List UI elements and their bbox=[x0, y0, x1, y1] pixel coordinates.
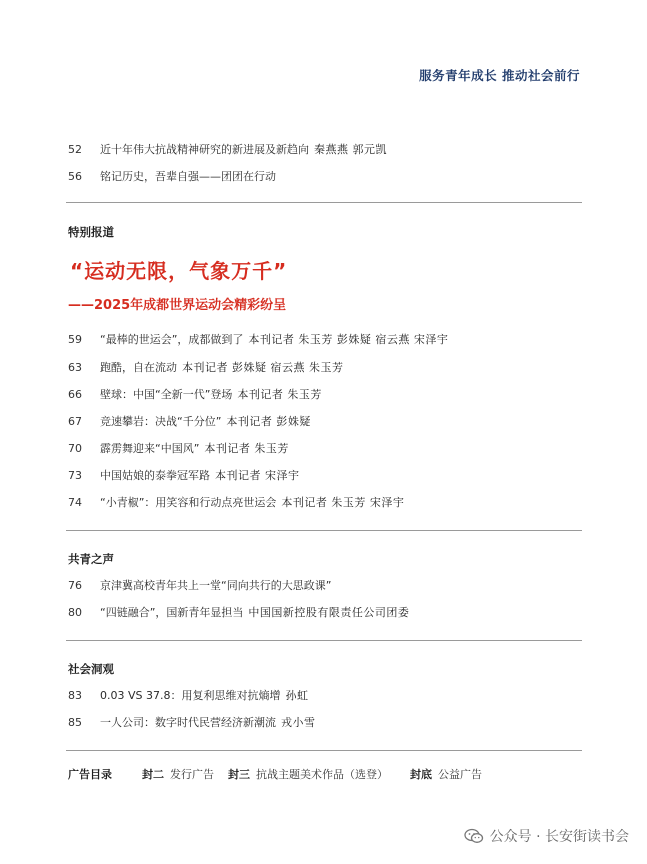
toc-entry[interactable] bbox=[68, 143, 387, 157]
entry-title: 京津冀高校青年共上一堂“同向共行的大思政课” bbox=[100, 579, 332, 592]
section-divider bbox=[66, 640, 582, 641]
toc-entry[interactable] bbox=[68, 333, 448, 347]
toc-entry[interactable] bbox=[68, 606, 409, 620]
entry-title: 中国姑娘的泰拳冠军路 bbox=[100, 469, 210, 482]
ad-index bbox=[68, 766, 496, 782]
entry-author: 本刊记者 彭姝疑 bbox=[226, 415, 311, 428]
toc-entry[interactable] bbox=[68, 469, 300, 483]
ad-key: 封底 bbox=[410, 768, 432, 781]
toc-entry[interactable] bbox=[68, 415, 311, 429]
entry-title: “四链融合”，国新青年显担当 bbox=[100, 606, 244, 619]
page-number: 74 bbox=[68, 496, 82, 509]
page-number: 59 bbox=[68, 333, 82, 346]
entry-author: 戎小雪 bbox=[281, 716, 316, 729]
page-number: 85 bbox=[68, 716, 82, 729]
ad-value: 发行广告 bbox=[170, 768, 214, 781]
entry-author: 中国国新控股有限责任公司团委 bbox=[248, 606, 410, 619]
entry-title: 跑酷，自在流动 bbox=[100, 361, 177, 374]
section-title-special: 特别报道 bbox=[68, 225, 114, 239]
header-slogan: 服务青年成长 推动社会前行 bbox=[419, 68, 580, 83]
section-title-youth: 共青之声 bbox=[68, 552, 114, 566]
entry-title: “最棒的世运会”，成都做到了 bbox=[100, 333, 244, 346]
special-main-title: “运动无限，气象万千” bbox=[70, 259, 288, 283]
watermark bbox=[464, 826, 629, 846]
entry-author: 本刊记者 宋泽宇 bbox=[215, 469, 300, 482]
page-number: 67 bbox=[68, 415, 82, 428]
toc-entry[interactable] bbox=[68, 442, 289, 456]
section-divider bbox=[66, 750, 582, 751]
entry-author: 本刊记者 朱玉芳 bbox=[237, 388, 322, 401]
page-number: 83 bbox=[68, 689, 82, 702]
section-divider bbox=[66, 202, 582, 203]
page-number: 66 bbox=[68, 388, 82, 401]
toc-entry[interactable] bbox=[68, 579, 331, 593]
ad-key: 封三 bbox=[228, 768, 250, 781]
entry-author: 秦燕燕 郭元凯 bbox=[314, 143, 387, 156]
entry-title: 一人公司：数字时代民营经济新潮流 bbox=[100, 716, 276, 729]
toc-entry[interactable] bbox=[68, 170, 276, 184]
entry-title: 近十年伟大抗战精神研究的新进展及新趋向 bbox=[100, 143, 309, 156]
ad-key: 封二 bbox=[142, 768, 164, 781]
page-number: 80 bbox=[68, 606, 82, 619]
toc-entry[interactable] bbox=[68, 716, 316, 730]
entry-author: 本刊记者 朱玉芳 宋泽宇 bbox=[281, 496, 405, 509]
page-number: 63 bbox=[68, 361, 82, 374]
page-number: 56 bbox=[68, 170, 82, 183]
entry-author: 本刊记者 朱玉芳 彭姝疑 宿云燕 宋泽宇 bbox=[248, 333, 449, 346]
special-subtitle: ——2025年成都世界运动会精彩纷呈 bbox=[68, 298, 287, 313]
page-number: 73 bbox=[68, 469, 82, 482]
toc-entry[interactable] bbox=[68, 361, 344, 375]
page-number: 70 bbox=[68, 442, 82, 455]
entry-title: 0.03 VS 37.8：用复利思维对抗熵增 bbox=[100, 689, 281, 702]
wechat-icon bbox=[464, 828, 484, 844]
entry-author: 本刊记者 彭姝疑 宿云燕 朱玉芳 bbox=[182, 361, 344, 374]
ad-value: 抗战主题美术作品（选登） bbox=[256, 768, 388, 781]
ad-index-label: 广告目录 bbox=[68, 768, 112, 781]
entry-title: 铭记历史，吾辈自强——团团在行动 bbox=[100, 170, 276, 183]
toc-entry[interactable] bbox=[68, 689, 308, 703]
entry-author: 孙虹 bbox=[285, 689, 309, 702]
section-title-society: 社会洞观 bbox=[68, 662, 114, 676]
page-number: 76 bbox=[68, 579, 82, 592]
toc-entry[interactable] bbox=[68, 388, 322, 402]
entry-author: 本刊记者 朱玉芳 bbox=[204, 442, 289, 455]
watermark-text: 公众号 · 长安街读书会 bbox=[489, 829, 629, 845]
entry-title: 竞速攀岩：决战“千分位” bbox=[100, 415, 222, 428]
section-divider bbox=[66, 530, 582, 531]
entry-title: 壁球：中国“全新一代”登场 bbox=[100, 388, 233, 401]
page-number: 52 bbox=[68, 143, 82, 156]
entry-title: 霹雳舞迎来“中国风” bbox=[100, 442, 200, 455]
ad-value: 公益广告 bbox=[438, 768, 482, 781]
toc-entry[interactable] bbox=[68, 496, 404, 510]
entry-title: “小青椒”：用笑容和行动点亮世运会 bbox=[100, 496, 277, 509]
